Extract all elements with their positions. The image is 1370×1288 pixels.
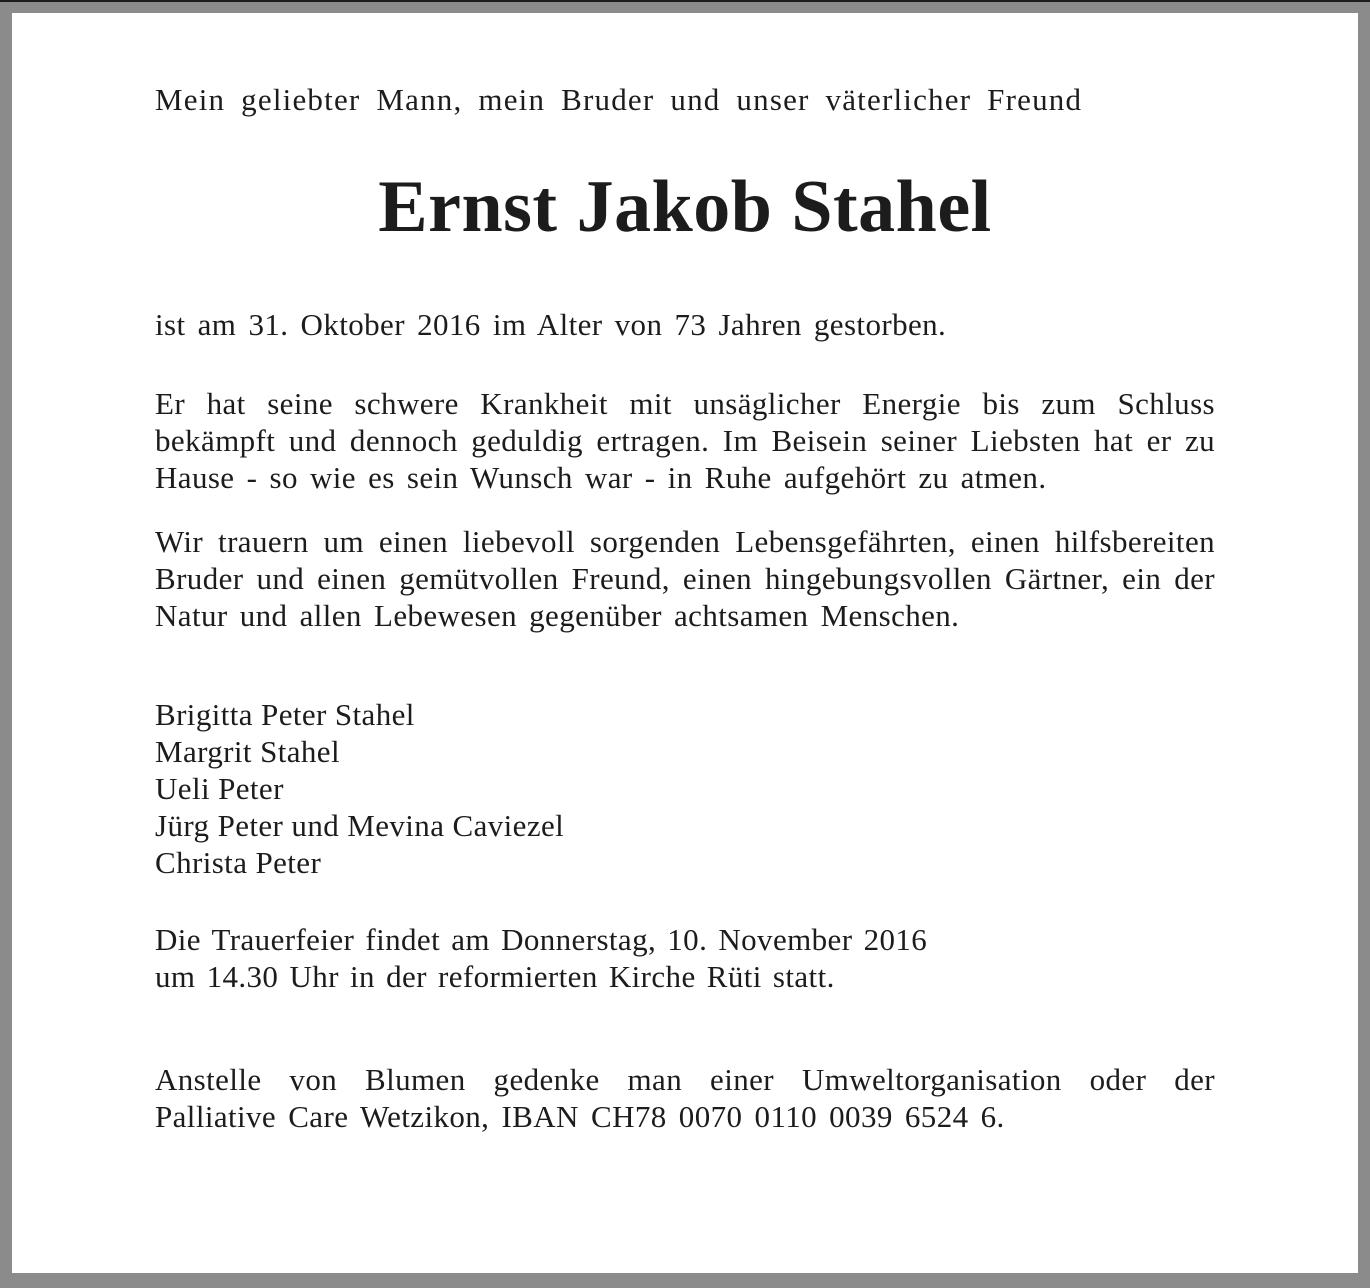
- donation-note: Anstelle von Blumen gedenke man einer Umweltorganisation oder der Palliative Care Wetzikon, IBAN CH78 0070 0110 0039 6524 6.: [155, 1062, 1215, 1134]
- service-date-line: Die Trauerfeier findet am Donnerstag, 10. November 2016: [155, 922, 928, 957]
- mourners-list: [155, 696, 1215, 881]
- mourner-name: Christa Peter: [155, 845, 322, 880]
- mourner-name: Margrit Stahel: [155, 734, 340, 769]
- illness-paragraph: Er hat seine schwere Krankheit mit unsäglicher Energie bis zum Schluss bekämpft und dennoch geduldig ertragen. Im Beisein seiner Liebsten hat er zu Hause - so wie es sein Wunsch war - in Ruhe aufgehört zu atmen.: [155, 386, 1215, 495]
- intro-line: Mein geliebter Mann, mein Bruder und unser väterlicher Freund: [155, 82, 1083, 117]
- obituary-page: [12, 13, 1358, 1273]
- mourner-name: Brigitta Peter Stahel: [155, 697, 415, 732]
- mourning-paragraph: Wir trauern um einen liebevoll sorgenden Lebensgefährten, einen hilfsbereiten Bruder und einen gemütvollen Freund, einen hingebungsvollen Gärtner, ein der Natur und allen Lebewesen gegenüber achtsamen Menschen.: [155, 524, 1215, 633]
- mourner-name: Ueli Peter: [155, 771, 284, 806]
- deceased-name-heading: Ernst Jakob Stahel: [378, 166, 992, 248]
- funeral-service-info: [155, 921, 1215, 995]
- death-date-line: ist am 31. Oktober 2016 im Alter von 73 Jahren gestorben.: [155, 307, 947, 342]
- mourner-name: Jürg Peter und Mevina Caviezel: [155, 808, 565, 843]
- service-location-line: um 14.30 Uhr in der reformierten Kirche Rüti statt.: [155, 959, 835, 994]
